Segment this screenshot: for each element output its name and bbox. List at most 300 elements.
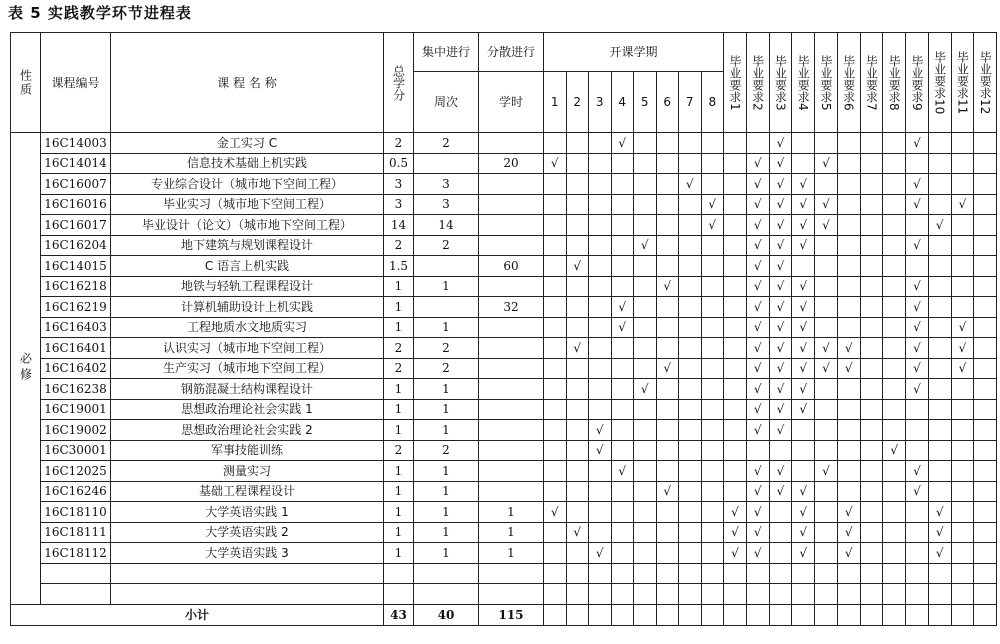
semester-cell bbox=[701, 276, 724, 297]
semester-cell bbox=[656, 297, 679, 318]
semester-cell bbox=[544, 420, 567, 441]
requirement-cell bbox=[883, 317, 906, 338]
requirement-cell bbox=[837, 194, 860, 215]
requirement-cell bbox=[928, 481, 951, 502]
requirement-cell bbox=[928, 174, 951, 195]
requirement-cell bbox=[883, 420, 906, 441]
credits-cell: 1 bbox=[384, 399, 414, 420]
requirement-cell bbox=[724, 235, 747, 256]
semester-cell bbox=[566, 276, 589, 297]
requirement-cell bbox=[724, 440, 747, 461]
semester-cell bbox=[544, 461, 567, 482]
empty-cell bbox=[906, 563, 929, 584]
semester-check: √ bbox=[566, 256, 589, 277]
credits-cell: 1 bbox=[384, 297, 414, 318]
hours-cell bbox=[479, 399, 544, 420]
semester-cell bbox=[611, 420, 634, 441]
semester-cell bbox=[656, 235, 679, 256]
requirement-cell bbox=[906, 420, 929, 441]
requirement-cell bbox=[883, 133, 906, 154]
requirement-cell bbox=[974, 276, 997, 297]
table-row bbox=[11, 379, 997, 400]
course-name: 测量实习 bbox=[111, 461, 384, 482]
requirement-cell bbox=[792, 133, 815, 154]
empty-cell bbox=[589, 584, 612, 605]
weeks-cell: 1 bbox=[414, 481, 479, 502]
requirement-cell bbox=[928, 338, 951, 359]
requirement-cell bbox=[837, 317, 860, 338]
empty-cell bbox=[679, 563, 702, 584]
semester-cell bbox=[589, 481, 612, 502]
semester-cell bbox=[656, 440, 679, 461]
requirement-cell bbox=[860, 235, 883, 256]
semester-cell bbox=[679, 133, 702, 154]
semester-cell bbox=[544, 235, 567, 256]
semester-check: √ bbox=[634, 379, 657, 400]
weeks-cell: 1 bbox=[414, 502, 479, 523]
header-semester-number: 1 bbox=[544, 72, 567, 133]
semester-cell bbox=[656, 133, 679, 154]
requirement-cell bbox=[974, 379, 997, 400]
semester-cell bbox=[679, 481, 702, 502]
empty-cell bbox=[769, 563, 792, 584]
requirement-cell bbox=[815, 256, 838, 277]
credits-cell: 1 bbox=[384, 461, 414, 482]
empty-cell bbox=[951, 584, 974, 605]
requirement-cell bbox=[724, 276, 747, 297]
semester-cell bbox=[589, 256, 612, 277]
requirement-check: √ bbox=[928, 215, 951, 236]
course-code: 16C16403 bbox=[41, 317, 111, 338]
course-name: C 语言上机实践 bbox=[111, 256, 384, 277]
requirement-cell bbox=[860, 543, 883, 564]
requirement-check: √ bbox=[815, 358, 838, 379]
header-requirement: 毕业要求9 bbox=[906, 33, 929, 133]
requirement-check: √ bbox=[746, 399, 769, 420]
requirement-cell bbox=[837, 481, 860, 502]
requirement-cell bbox=[974, 502, 997, 523]
requirement-check: √ bbox=[883, 440, 906, 461]
requirement-cell bbox=[974, 153, 997, 174]
semester-check: √ bbox=[656, 481, 679, 502]
requirement-cell bbox=[883, 522, 906, 543]
credits-cell: 1.5 bbox=[384, 256, 414, 277]
requirement-cell bbox=[974, 235, 997, 256]
weeks-cell: 2 bbox=[414, 235, 479, 256]
semester-cell bbox=[589, 338, 612, 359]
semester-cell bbox=[701, 420, 724, 441]
requirement-cell bbox=[883, 153, 906, 174]
semester-cell bbox=[634, 215, 657, 236]
requirement-cell bbox=[883, 276, 906, 297]
requirement-check: √ bbox=[815, 194, 838, 215]
semester-cell bbox=[611, 481, 634, 502]
header-requirement: 毕业要求6 bbox=[837, 33, 860, 133]
requirement-cell bbox=[928, 461, 951, 482]
semester-cell bbox=[589, 194, 612, 215]
credits-cell: 2 bbox=[384, 133, 414, 154]
credits-cell: 2 bbox=[384, 338, 414, 359]
semester-cell bbox=[634, 522, 657, 543]
requirement-cell bbox=[837, 461, 860, 482]
requirement-cell bbox=[860, 174, 883, 195]
semester-check: √ bbox=[589, 420, 612, 441]
requirement-cell bbox=[951, 543, 974, 564]
requirement-cell bbox=[724, 215, 747, 236]
semester-cell bbox=[589, 317, 612, 338]
empty-cell bbox=[566, 563, 589, 584]
semester-cell bbox=[656, 215, 679, 236]
empty-cell bbox=[111, 584, 384, 605]
semester-cell bbox=[701, 174, 724, 195]
hours-cell bbox=[479, 133, 544, 154]
total-credits: 43 bbox=[384, 604, 414, 625]
semester-cell bbox=[589, 215, 612, 236]
empty-cell bbox=[724, 604, 747, 625]
header-requirement: 毕业要求2 bbox=[746, 33, 769, 133]
hours-cell: 1 bbox=[479, 543, 544, 564]
header-name: 课 程 名 称 bbox=[111, 33, 384, 133]
semester-cell bbox=[656, 543, 679, 564]
requirement-cell bbox=[837, 297, 860, 318]
semester-cell bbox=[679, 543, 702, 564]
requirement-cell bbox=[974, 522, 997, 543]
requirement-cell bbox=[724, 256, 747, 277]
empty-cell bbox=[414, 584, 479, 605]
table-row bbox=[11, 502, 997, 523]
semester-cell bbox=[634, 481, 657, 502]
course-name: 金工实习 C bbox=[111, 133, 384, 154]
requirement-check: √ bbox=[951, 358, 974, 379]
requirement-check: √ bbox=[792, 502, 815, 523]
semester-cell bbox=[679, 256, 702, 277]
requirement-cell bbox=[860, 338, 883, 359]
credits-cell: 3 bbox=[384, 194, 414, 215]
requirement-cell bbox=[860, 317, 883, 338]
requirement-cell bbox=[815, 379, 838, 400]
weeks-cell: 2 bbox=[414, 133, 479, 154]
requirement-check: √ bbox=[724, 522, 747, 543]
semester-cell bbox=[634, 297, 657, 318]
requirement-check: √ bbox=[769, 399, 792, 420]
semester-cell bbox=[544, 297, 567, 318]
requirement-cell bbox=[974, 399, 997, 420]
semester-cell bbox=[679, 420, 702, 441]
requirement-check: √ bbox=[837, 502, 860, 523]
course-name: 地铁与轻轨工程课程设计 bbox=[111, 276, 384, 297]
hours-cell bbox=[479, 440, 544, 461]
requirement-cell bbox=[974, 174, 997, 195]
requirement-check: √ bbox=[746, 379, 769, 400]
header-requirement: 毕业要求11 bbox=[951, 33, 974, 133]
semester-cell bbox=[544, 338, 567, 359]
semester-cell bbox=[544, 256, 567, 277]
semester-cell bbox=[701, 256, 724, 277]
course-code: 16C19002 bbox=[41, 420, 111, 441]
semester-cell bbox=[544, 133, 567, 154]
requirement-cell bbox=[815, 440, 838, 461]
requirement-cell bbox=[815, 174, 838, 195]
empty-cell bbox=[815, 604, 838, 625]
requirement-check: √ bbox=[746, 215, 769, 236]
empty-cell bbox=[860, 563, 883, 584]
requirement-cell bbox=[951, 502, 974, 523]
header-requirement: 毕业要求12 bbox=[974, 33, 997, 133]
semester-cell bbox=[634, 338, 657, 359]
hours-cell: 32 bbox=[479, 297, 544, 318]
credits-cell: 14 bbox=[384, 215, 414, 236]
requirement-cell bbox=[860, 502, 883, 523]
table-row bbox=[11, 338, 997, 359]
table-row bbox=[11, 461, 997, 482]
nature-cell: 必修 bbox=[11, 133, 41, 605]
requirement-cell bbox=[928, 297, 951, 318]
weeks-cell bbox=[414, 153, 479, 174]
empty-cell bbox=[611, 563, 634, 584]
hours-cell bbox=[479, 420, 544, 441]
requirement-cell bbox=[883, 256, 906, 277]
course-code: 16C18110 bbox=[41, 502, 111, 523]
requirement-check: √ bbox=[746, 502, 769, 523]
requirement-cell bbox=[883, 461, 906, 482]
requirement-check: √ bbox=[769, 461, 792, 482]
requirement-cell bbox=[815, 543, 838, 564]
semester-check: √ bbox=[611, 297, 634, 318]
requirement-cell bbox=[928, 358, 951, 379]
empty-cell bbox=[724, 584, 747, 605]
requirement-cell bbox=[724, 420, 747, 441]
requirement-check: √ bbox=[792, 215, 815, 236]
header-semester-number: 2 bbox=[566, 72, 589, 133]
requirement-check: √ bbox=[792, 481, 815, 502]
semester-cell bbox=[656, 502, 679, 523]
semester-cell bbox=[679, 317, 702, 338]
course-name: 基础工程课程设计 bbox=[111, 481, 384, 502]
semester-cell bbox=[544, 358, 567, 379]
requirement-check: √ bbox=[746, 543, 769, 564]
requirement-cell bbox=[815, 420, 838, 441]
empty-cell bbox=[860, 604, 883, 625]
empty-cell bbox=[701, 563, 724, 584]
table-row bbox=[11, 153, 997, 174]
requirement-cell bbox=[815, 522, 838, 543]
semester-cell bbox=[634, 256, 657, 277]
requirement-check: √ bbox=[792, 276, 815, 297]
requirement-cell bbox=[951, 440, 974, 461]
requirement-cell bbox=[974, 481, 997, 502]
requirement-cell bbox=[951, 153, 974, 174]
requirement-cell bbox=[860, 399, 883, 420]
table-row bbox=[11, 133, 997, 154]
semester-cell bbox=[611, 379, 634, 400]
requirement-cell bbox=[974, 420, 997, 441]
requirement-check: √ bbox=[746, 420, 769, 441]
empty-cell bbox=[611, 584, 634, 605]
requirement-cell bbox=[792, 256, 815, 277]
empty-cell bbox=[974, 563, 997, 584]
requirement-cell bbox=[883, 543, 906, 564]
total-label: 小计 bbox=[11, 604, 384, 625]
requirement-check: √ bbox=[769, 297, 792, 318]
requirement-cell bbox=[951, 235, 974, 256]
course-name: 计算机辅助设计上机实践 bbox=[111, 297, 384, 318]
header-requirement: 毕业要求3 bbox=[769, 33, 792, 133]
semester-cell bbox=[679, 399, 702, 420]
requirement-cell bbox=[860, 133, 883, 154]
empty-cell bbox=[589, 563, 612, 584]
course-name: 工程地质水文地质实习 bbox=[111, 317, 384, 338]
practice-schedule-table bbox=[10, 32, 997, 626]
requirement-check: √ bbox=[837, 338, 860, 359]
semester-cell bbox=[656, 420, 679, 441]
requirement-cell bbox=[951, 256, 974, 277]
requirement-cell bbox=[769, 522, 792, 543]
requirement-check: √ bbox=[928, 543, 951, 564]
empty-cell bbox=[883, 604, 906, 625]
requirement-check: √ bbox=[746, 256, 769, 277]
empty-cell bbox=[656, 584, 679, 605]
requirement-cell bbox=[974, 440, 997, 461]
hours-cell bbox=[479, 317, 544, 338]
requirement-cell bbox=[724, 461, 747, 482]
requirement-check: √ bbox=[746, 481, 769, 502]
weeks-cell: 3 bbox=[414, 174, 479, 195]
semester-check: √ bbox=[656, 358, 679, 379]
requirement-check: √ bbox=[792, 338, 815, 359]
semester-cell bbox=[656, 338, 679, 359]
requirement-check: √ bbox=[906, 338, 929, 359]
semester-cell bbox=[656, 256, 679, 277]
credits-cell: 2 bbox=[384, 358, 414, 379]
requirement-cell bbox=[951, 379, 974, 400]
requirement-check: √ bbox=[837, 543, 860, 564]
semester-cell bbox=[611, 215, 634, 236]
requirement-cell bbox=[974, 461, 997, 482]
semester-cell bbox=[611, 502, 634, 523]
header-semester-number: 5 bbox=[634, 72, 657, 133]
semester-cell bbox=[634, 461, 657, 482]
course-code: 16C16218 bbox=[41, 276, 111, 297]
requirement-cell bbox=[837, 174, 860, 195]
semester-cell bbox=[566, 379, 589, 400]
requirement-cell bbox=[724, 297, 747, 318]
weeks-cell: 1 bbox=[414, 461, 479, 482]
empty-cell bbox=[679, 604, 702, 625]
credits-cell: 2 bbox=[384, 235, 414, 256]
course-code: 16C16402 bbox=[41, 358, 111, 379]
hours-cell bbox=[479, 235, 544, 256]
semester-cell bbox=[701, 461, 724, 482]
empty-cell bbox=[634, 563, 657, 584]
semester-check: √ bbox=[656, 276, 679, 297]
semester-cell bbox=[566, 358, 589, 379]
course-name: 军事技能训练 bbox=[111, 440, 384, 461]
semester-cell bbox=[634, 133, 657, 154]
semester-check: √ bbox=[679, 174, 702, 195]
semester-cell bbox=[611, 194, 634, 215]
requirement-check: √ bbox=[769, 420, 792, 441]
total-hours: 115 bbox=[479, 604, 544, 625]
total-row bbox=[11, 604, 997, 625]
semester-cell bbox=[566, 461, 589, 482]
empty-cell bbox=[679, 584, 702, 605]
empty-cell bbox=[792, 563, 815, 584]
requirement-cell bbox=[906, 256, 929, 277]
requirement-check: √ bbox=[769, 276, 792, 297]
requirement-check: √ bbox=[815, 461, 838, 482]
semester-cell bbox=[679, 235, 702, 256]
semester-cell bbox=[634, 358, 657, 379]
semester-cell bbox=[701, 399, 724, 420]
requirement-cell bbox=[883, 358, 906, 379]
weeks-cell: 2 bbox=[414, 338, 479, 359]
requirement-cell bbox=[837, 133, 860, 154]
semester-check: √ bbox=[544, 153, 567, 174]
requirement-check: √ bbox=[906, 358, 929, 379]
requirement-cell bbox=[746, 133, 769, 154]
requirement-cell bbox=[724, 358, 747, 379]
empty-cell bbox=[883, 584, 906, 605]
requirement-cell bbox=[883, 297, 906, 318]
semester-cell bbox=[566, 153, 589, 174]
requirement-check: √ bbox=[746, 174, 769, 195]
course-name: 思想政治理论社会实践 2 bbox=[111, 420, 384, 441]
header-requirement: 毕业要求4 bbox=[792, 33, 815, 133]
weeks-cell: 14 bbox=[414, 215, 479, 236]
empty-cell bbox=[544, 604, 567, 625]
requirement-check: √ bbox=[792, 194, 815, 215]
table-row bbox=[11, 276, 997, 297]
semester-cell bbox=[544, 317, 567, 338]
requirement-cell bbox=[906, 440, 929, 461]
semester-cell bbox=[701, 133, 724, 154]
requirement-cell bbox=[928, 276, 951, 297]
semester-cell bbox=[634, 399, 657, 420]
semester-cell bbox=[589, 276, 612, 297]
hours-cell bbox=[479, 194, 544, 215]
course-code: 16C19001 bbox=[41, 399, 111, 420]
requirement-cell bbox=[860, 522, 883, 543]
requirement-check: √ bbox=[724, 502, 747, 523]
semester-cell bbox=[634, 317, 657, 338]
semester-cell bbox=[611, 256, 634, 277]
requirement-check: √ bbox=[951, 194, 974, 215]
semester-cell bbox=[544, 522, 567, 543]
empty-row bbox=[11, 563, 997, 584]
table-row bbox=[11, 317, 997, 338]
requirement-cell bbox=[883, 174, 906, 195]
requirement-cell bbox=[883, 194, 906, 215]
semester-cell bbox=[611, 174, 634, 195]
requirement-cell bbox=[951, 276, 974, 297]
semester-cell bbox=[679, 522, 702, 543]
requirement-check: √ bbox=[906, 481, 929, 502]
semester-cell bbox=[656, 379, 679, 400]
requirement-cell bbox=[837, 256, 860, 277]
table-row bbox=[11, 358, 997, 379]
semester-cell bbox=[679, 358, 702, 379]
requirement-check: √ bbox=[769, 133, 792, 154]
semester-cell bbox=[679, 194, 702, 215]
empty-cell bbox=[384, 563, 414, 584]
requirement-cell bbox=[860, 481, 883, 502]
empty-cell bbox=[951, 563, 974, 584]
requirement-check: √ bbox=[746, 338, 769, 359]
semester-cell bbox=[589, 522, 612, 543]
semester-cell bbox=[611, 276, 634, 297]
hours-cell bbox=[479, 276, 544, 297]
header-requirement: 毕业要求7 bbox=[860, 33, 883, 133]
